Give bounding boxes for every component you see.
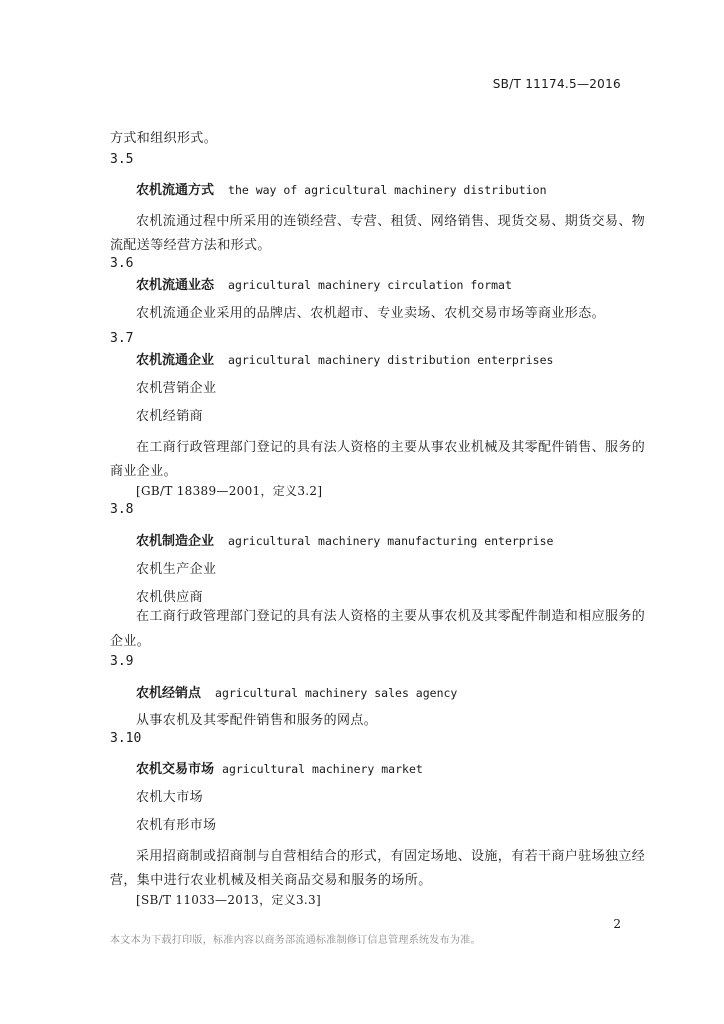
term-heading: [136, 349, 553, 368]
definition-line: 在工商行政管理部门登记的具有法人资格的主要从事农机及其零配件制造和相应服务的: [136, 609, 646, 624]
term-zh: 农机制造企业: [136, 534, 215, 549]
definition-line: 营，集中进行农业机械及相关商品交易和服务的场所。: [110, 873, 432, 888]
synonym: 农机大市场: [136, 790, 204, 805]
term-number: 3.7: [110, 331, 134, 346]
term-heading: [136, 530, 553, 549]
definition-line: 在工商行政管理部门登记的具有法人资格的主要从事农业机械及其零配件销售、服务的: [136, 440, 646, 455]
definition-line: 商业企业。: [110, 464, 178, 479]
term-number: 3.5: [110, 152, 134, 167]
definition-line: 农机流通过程中所采用的连锁经营、专营、租赁、网络销售、现货交易、期货交易、物: [136, 214, 646, 229]
synonym: 农机供应商: [136, 590, 204, 605]
synonym: 农机生产企业: [136, 562, 217, 577]
definition-line: 企业。: [110, 634, 151, 649]
synonym: 农机有形市场: [136, 818, 217, 833]
definition-line: 流配送等经营方法和形式。: [110, 238, 271, 253]
term-zh: 农机流通企业: [136, 353, 215, 368]
term-number: 3.6: [110, 256, 134, 271]
synonym: 农机经销商: [136, 409, 204, 424]
term-en: agricultural machinery sales agency: [215, 686, 458, 700]
term-number: 3.10: [110, 731, 142, 746]
standard-code-header: SB/T 11174.5—2016: [492, 77, 621, 91]
term-en: agricultural machinery market: [222, 762, 423, 776]
page-number: 2: [613, 917, 621, 931]
term-en: agricultural machinery distribution enterprises: [228, 353, 554, 367]
term-en: agricultural machinery circulation format: [228, 278, 512, 292]
term-heading: [136, 274, 512, 293]
continued-text: 方式和组织形式。: [110, 131, 218, 146]
definition-line: 农机流通企业采用的品牌店、农机超市、专业卖场、农机交易市场等商业形态。: [136, 306, 606, 321]
term-zh: 农机流通业态: [136, 278, 215, 293]
synonym: 农机营销企业: [136, 381, 217, 396]
term-zh: 农机经销点: [136, 686, 202, 701]
term-heading: [136, 682, 457, 701]
definition-line: 采用招商制或招商制与自营相结合的形式，有固定场地、设施，有若干商户驻场独立经: [136, 849, 646, 864]
citation: [GB/T 18389—2001，定义3.2]: [136, 484, 323, 498]
term-en: agricultural machinery manufacturing enterprise: [228, 534, 554, 548]
term-number: 3.8: [110, 502, 134, 517]
term-zh: 农机交易市场: [136, 762, 215, 777]
term-number: 3.9: [110, 654, 134, 669]
footer-notice: 本文本为下载打印版，标准内容以商务部流通标准制修订信息管理系统发布为准。: [110, 935, 481, 946]
citation: [SB/T 11033—2013，定义3.3]: [136, 893, 321, 907]
term-en: the way of agricultural machinery distribution: [228, 183, 547, 197]
term-heading: [136, 758, 423, 777]
term-heading: [136, 179, 547, 198]
term-zh: 农机流通方式: [136, 183, 215, 198]
definition-line: 从事农机及其零配件销售和服务的网点。: [136, 713, 378, 728]
